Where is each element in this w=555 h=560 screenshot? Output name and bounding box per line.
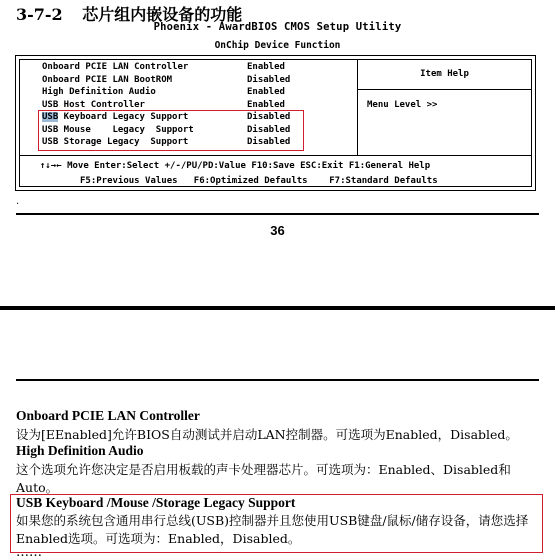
content-paragraph: 如果您的系统包含通用串行总线(USB)控制器并且您使用USB键盘/鼠标/储存设备，请您选择Enabled选项。可选项为：Enabled，Disabled。 (16, 513, 529, 546)
bios-option-row[interactable] (42, 87, 352, 99)
bios-cursor-highlight: USB (42, 112, 59, 122)
page-footer-rule (16, 213, 539, 215)
bios-option-value: Disabled (247, 74, 291, 85)
cut-off-text: …… (16, 545, 42, 560)
usb-options-highlight-box (38, 110, 304, 151)
page-number: 36 (270, 223, 285, 238)
bios-option-value: Enabled (247, 87, 285, 97)
bios-frame (19, 59, 532, 187)
menu-level-label: Menu Level >> (367, 100, 438, 110)
section-number: 3-7-2 (16, 5, 63, 24)
content-paragraph: 设为[EEnabled]允许BIOS自动测试并启动LAN控制器。可选项为Enabled，Disabled。 (16, 427, 518, 442)
bios-option-value: Disabled (247, 124, 291, 135)
bios-option-label: USB Storage Legacy Support (42, 137, 189, 147)
bios-option-value: Disabled (247, 112, 291, 122)
bios-subtitle: OnChip Device Function (214, 40, 341, 51)
item-help-label: Item Help (420, 69, 469, 79)
key-legend-line-1: ↑↓→← Move Enter:Select +/-/PU/PD:Value F10:Save ESC:Exit F1:General Help (40, 161, 431, 171)
bios-option-value: Enabled (247, 62, 285, 72)
content-heading: Onboard PCIE LAN Controller (16, 408, 200, 423)
key-legend-line-2: F5:Previous Values F6:Optimized Defaults F7:Standard Defaults (80, 176, 438, 186)
bios-option-label-rest: Keyboard Legacy Support (58, 112, 189, 122)
bios-options-panel (20, 60, 358, 155)
bios-option-label: USB Mouse Legacy Support (42, 124, 194, 135)
content-paragraph: 这个选项允许您决定是否启用板载的声卡处理器芯片。可选项为：Enabled、Disabled和Auto。 (16, 462, 511, 495)
page-header-rule (16, 379, 539, 381)
content-heading: USB Keyboard /Mouse /Storage Legacy Support (16, 495, 296, 510)
item-help-header (358, 60, 531, 90)
bios-option-row[interactable] (42, 62, 352, 74)
stray-mark: . (16, 196, 20, 207)
section-title: 芯片组内嵌设备的功能 (82, 5, 243, 24)
bios-screen (15, 55, 536, 191)
item-help-panel (358, 90, 531, 155)
bios-option-label: High Definition Audio (42, 87, 156, 97)
bios-option-label: Onboard PCIE LAN Controller (42, 62, 189, 72)
page-separator (0, 306, 555, 310)
bios-title: Phoenix - AwardBIOS CMOS Setup Utility (153, 21, 402, 33)
bios-option-value: Disabled (247, 137, 291, 147)
bios-option-label: USB Host Controller (42, 99, 145, 110)
bios-option-row[interactable] (42, 75, 352, 87)
bios-option-value: Enabled (247, 99, 285, 110)
bios-key-legend (20, 155, 531, 186)
bios-option-label: Onboard PCIE LAN BootROM (42, 74, 173, 85)
content-heading: High Definition Audio (16, 443, 144, 458)
